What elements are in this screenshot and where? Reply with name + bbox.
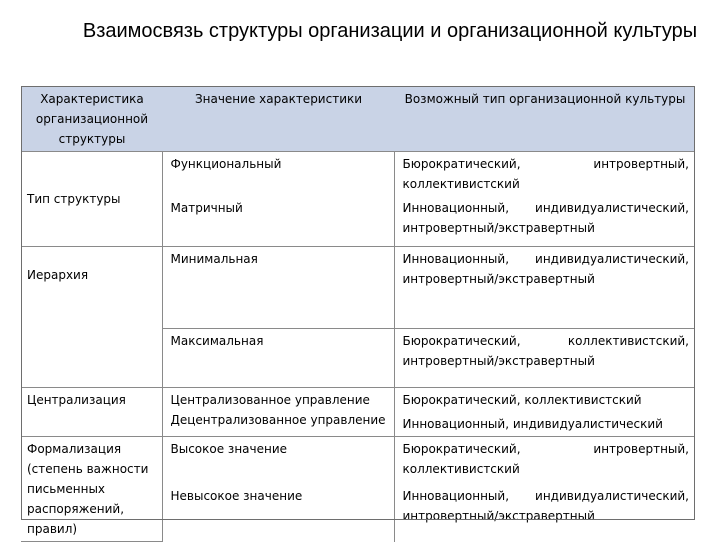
culture-line: коллективистский	[402, 177, 520, 191]
culture-cell	[394, 196, 695, 247]
value-cell: Высокое значение	[162, 437, 394, 484]
culture-line: интровертный/экстравертный	[402, 272, 595, 286]
culture-cell	[394, 484, 695, 542]
value-cell: Централизованное управление	[162, 388, 394, 413]
culture-line: Бюрократический, коллективистский,	[402, 334, 689, 349]
culture-line: интровертный/экстравертный	[402, 508, 595, 523]
culture-cell	[394, 329, 695, 388]
value-cell: Минимальная	[162, 247, 394, 329]
table-header-row	[21, 86, 695, 152]
culture-line: Инновационный, индивидуалистический,	[402, 201, 689, 215]
column-header-value: Значение характеристики	[162, 86, 394, 152]
table-row	[21, 152, 695, 197]
culture-line: коллективистский	[402, 462, 520, 476]
culture-line: интровертный/экстравертный	[402, 354, 595, 369]
row-label-structure-type: Тип структуры	[21, 152, 162, 247]
culture-cell	[394, 247, 695, 329]
culture-line: Инновационный, индивидуалистический	[402, 417, 663, 431]
column-header-culture: Возможный тип организационной культуры	[394, 86, 695, 152]
column-header-characteristic: Характеристика организационной структуры	[21, 86, 162, 152]
value-cell: Функциональный	[162, 152, 394, 197]
culture-structure-table	[21, 86, 695, 542]
culture-line: интровертный/экстравертный	[402, 221, 595, 235]
row-label-centralization: Централизация	[21, 388, 162, 437]
table-row	[21, 437, 695, 484]
value-cell: Максимальная	[162, 329, 394, 388]
row-label-formalization: Формализация (степень важности письменных распоряжений, правил)	[21, 437, 162, 542]
value-cell: Матричный	[162, 196, 394, 247]
culture-line: Бюрократический, коллективистский	[402, 393, 642, 407]
page-title: Взаимосвязь структуры организации и организационной культуры	[82, 20, 698, 42]
table-row	[21, 247, 695, 329]
row-label-hierarchy: Иерархия	[21, 247, 162, 388]
culture-cell	[394, 412, 695, 437]
table-row	[21, 388, 695, 413]
value-cell: Децентрализованное управление	[162, 412, 394, 437]
culture-line: Бюрократический, интровертный,	[402, 442, 689, 456]
culture-line: Бюрократический, интровертный,	[402, 157, 689, 171]
culture-line: Инновационный, индивидуалистический,	[402, 252, 689, 266]
culture-cell	[394, 388, 695, 413]
culture-cell	[394, 437, 695, 484]
culture-line: Инновационный, индивидуалистический,	[402, 488, 689, 503]
culture-cell	[394, 152, 695, 197]
value-cell: Невысокое значение	[162, 484, 394, 542]
